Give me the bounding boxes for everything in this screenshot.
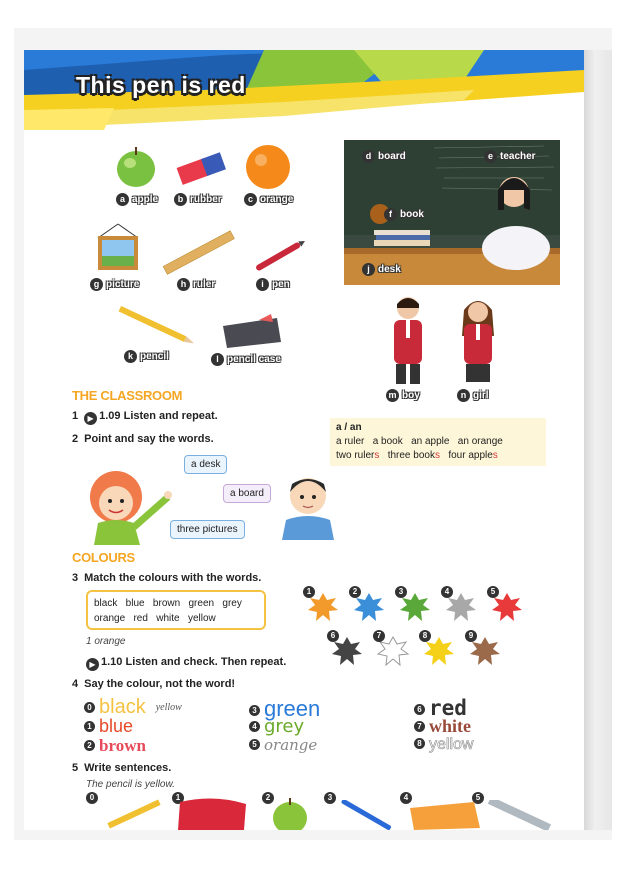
- write-apple-image: [270, 796, 310, 830]
- grammar-row-1: a ruler a book an apple an orange: [336, 436, 503, 447]
- item-number: 5: [249, 739, 260, 750]
- colour-word-orange: [249, 736, 317, 755]
- audio-play-icon[interactable]: ▶: [86, 658, 99, 671]
- item-number: 1: [84, 721, 95, 732]
- label-picture: g picture: [90, 278, 139, 291]
- girl-cartoon: [76, 465, 174, 545]
- boy-image: [386, 294, 430, 386]
- pencil-image: [112, 305, 202, 347]
- write-pencil-case-image: [174, 794, 250, 830]
- write-item-number: 3: [324, 792, 336, 804]
- colours-heading: COLOURS: [72, 550, 135, 565]
- apple-image: [114, 145, 158, 189]
- item-number: 4: [249, 721, 260, 732]
- colours-example: 1 orange: [86, 636, 126, 647]
- colour-word-blue: [84, 716, 133, 737]
- label-pen: i pen: [256, 278, 290, 291]
- item-number: 3: [249, 705, 260, 716]
- label-boy: m boy: [386, 389, 420, 402]
- grammar-heading: a / an: [336, 422, 362, 433]
- coloured-word: grey: [264, 716, 305, 737]
- coloured-word: green: [264, 696, 321, 721]
- coloured-word: red: [429, 696, 467, 720]
- coloured-word: brown: [99, 736, 146, 755]
- exercise-3: 3 Match the colours with the words.: [72, 572, 262, 584]
- page-edge: [584, 50, 612, 830]
- colour-splat-9: [468, 631, 502, 668]
- splat-number: 9: [465, 630, 477, 642]
- bubble-a-board: a board: [223, 484, 271, 503]
- write-ruler-image: [484, 800, 554, 830]
- write-pen-image: [336, 800, 396, 830]
- boy-cartoon: [274, 470, 344, 540]
- colour-word-box: black blue brown green grey orange red white yellow: [86, 590, 266, 630]
- pencil-case-image: [219, 312, 285, 352]
- answer-note: yellow: [155, 702, 182, 713]
- colour-word-brown: [84, 736, 146, 756]
- splat-number: 8: [419, 630, 431, 642]
- label-apple: a apple: [116, 193, 158, 206]
- label-pencil-case: l pencil case: [211, 353, 281, 366]
- label-desk: j desk: [362, 263, 401, 276]
- colour-splat-4: [444, 587, 478, 624]
- item-number: 7: [414, 721, 425, 732]
- splat-number: 7: [373, 630, 385, 642]
- label-teacher: e teacher: [484, 150, 536, 163]
- colour-splat-6: [330, 631, 364, 668]
- orange-image: [244, 142, 292, 190]
- label-girl: n girl: [457, 389, 489, 402]
- item-number: 0: [84, 702, 95, 713]
- grammar-row-2: two rulers three books four apples: [336, 450, 498, 461]
- item-number: 2: [84, 740, 95, 751]
- coloured-word: orange: [264, 736, 318, 754]
- write-example: The pencil is yellow.: [86, 779, 175, 790]
- write-item-number: 1: [172, 792, 184, 804]
- write-item-number: 0: [86, 792, 98, 804]
- label-pencil: k pencil: [124, 350, 169, 363]
- bubble-a-desk: a desk: [184, 455, 227, 474]
- exercise-1: 1 ▶ 1.09 Listen and repeat.: [72, 410, 218, 423]
- title-banner: [24, 50, 584, 130]
- splat-number: 4: [441, 586, 453, 598]
- bubble-three-pictures: three pictures: [170, 520, 245, 539]
- textbook-page: [24, 50, 584, 830]
- label-board: d board: [362, 150, 406, 163]
- colour-splat-2: [352, 587, 386, 624]
- colour-splat-5: [490, 587, 524, 624]
- classroom-heading: THE CLASSROOM: [72, 388, 183, 403]
- label-rubber: b rubber: [174, 193, 222, 206]
- colour-splat-1: [306, 587, 340, 624]
- splat-number: 2: [349, 586, 361, 598]
- write-item-number: 4: [400, 792, 412, 804]
- page-title: This pen is red: [76, 72, 246, 98]
- item-number: 6: [414, 704, 425, 715]
- colour-word-grey: [249, 716, 304, 737]
- grammar-box: [330, 418, 546, 466]
- ruler-image: [159, 228, 239, 278]
- label-book: f book: [384, 208, 424, 221]
- exercise-2: 2 Point and say the words.: [72, 433, 214, 445]
- coloured-word: white: [429, 716, 471, 736]
- write-book-image: [404, 798, 484, 830]
- write-item-number: 5: [472, 792, 484, 804]
- coloured-word: yellow: [429, 736, 474, 753]
- coloured-word: black: [99, 696, 146, 718]
- splat-number: 1: [303, 586, 315, 598]
- write-pencil-image: [104, 798, 164, 830]
- splat-number: 5: [487, 586, 499, 598]
- girl-image: [456, 296, 500, 384]
- rubber-image: [174, 148, 226, 188]
- colour-word-white: [414, 716, 471, 737]
- picture-image: [94, 222, 142, 274]
- exercise-4: 4 Say the colour, not the word!: [72, 678, 236, 690]
- colour-word-yellow: [414, 736, 473, 754]
- colour-splat-7: [376, 631, 410, 668]
- coloured-word: blue: [99, 716, 134, 736]
- item-number: 8: [414, 738, 425, 749]
- label-ruler: h ruler: [177, 278, 215, 291]
- classroom-photo: [344, 140, 560, 285]
- colour-splat-3: [398, 587, 432, 624]
- exercise-5: 5 Write sentences.: [72, 762, 172, 774]
- splat-number: 6: [327, 630, 339, 642]
- audio-play-icon[interactable]: ▶: [84, 412, 97, 425]
- splat-number: 3: [395, 586, 407, 598]
- write-item-number: 2: [262, 792, 274, 804]
- label-orange: c orange: [244, 193, 293, 206]
- colour-splat-8: [422, 631, 456, 668]
- pen-image: [249, 236, 309, 276]
- listen-check: ▶ 1.10 Listen and check. Then repeat.: [86, 656, 286, 671]
